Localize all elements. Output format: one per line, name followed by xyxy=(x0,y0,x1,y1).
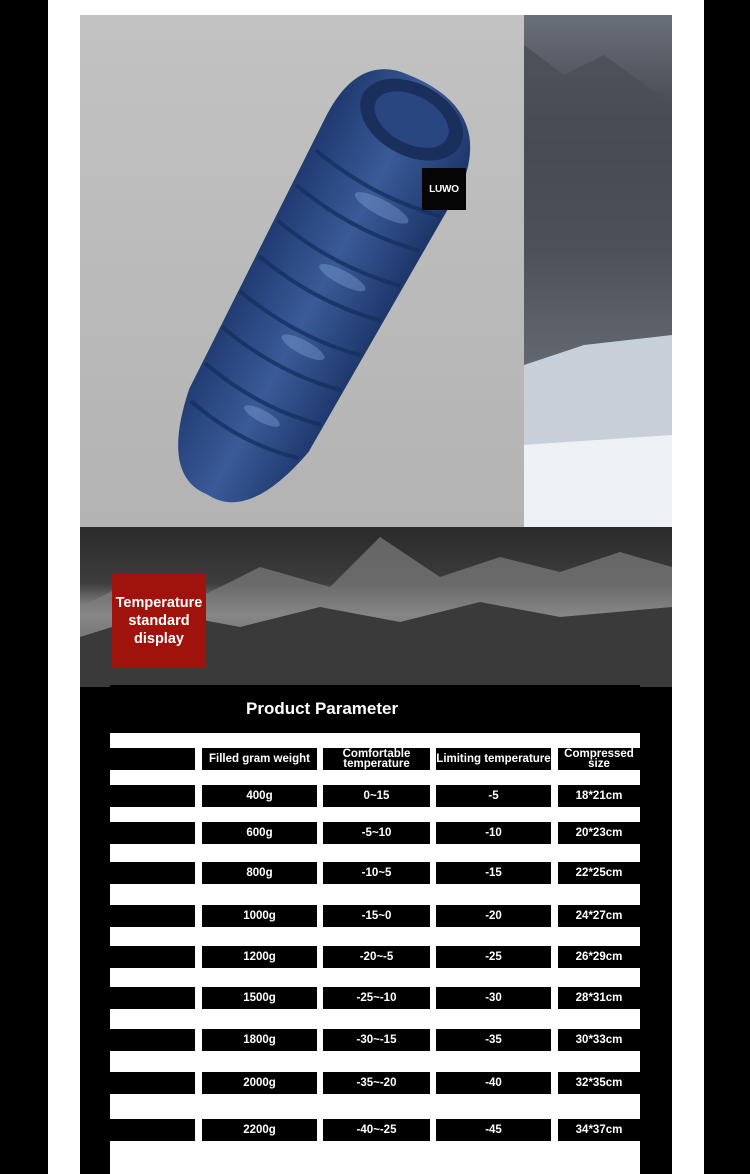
table-cell: 1800g xyxy=(202,1029,317,1051)
table-header-row xyxy=(110,748,640,772)
table-row xyxy=(110,946,640,970)
table-cell xyxy=(110,822,195,844)
table-cell: 400g xyxy=(202,785,317,807)
table-cell: 28*31cm xyxy=(558,987,640,1009)
table-row xyxy=(110,987,640,1011)
table-cell: 2200g xyxy=(202,1119,317,1141)
table-row xyxy=(110,905,640,929)
table-cell xyxy=(110,1119,195,1141)
table-row xyxy=(110,862,640,886)
table-cell: -20 xyxy=(436,905,551,927)
table-cell: -35~-20 xyxy=(323,1072,430,1094)
table-cell: -10~5 xyxy=(323,862,430,884)
table-cell: -25 xyxy=(436,946,551,968)
table-header-cell: Filled gram weight xyxy=(202,748,317,770)
table-cell xyxy=(110,987,195,1009)
table-cell: 24*27cm xyxy=(558,905,640,927)
sleeping-bag-illustration xyxy=(80,15,524,527)
table-cell: 1500g xyxy=(202,987,317,1009)
product-parameter-title: Product Parameter xyxy=(110,685,640,733)
table-cell: -30~-15 xyxy=(323,1029,430,1051)
parameter-section xyxy=(80,527,672,1174)
table-cell: 2000g xyxy=(202,1072,317,1094)
table-header-cell: Limiting temperature xyxy=(436,748,551,770)
table-cell xyxy=(110,1072,195,1094)
table-cell xyxy=(110,785,195,807)
table-cell: -15~0 xyxy=(323,905,430,927)
table-row xyxy=(110,1029,640,1053)
table-cell: 1000g xyxy=(202,905,317,927)
table-cell: -45 xyxy=(436,1119,551,1141)
table-header-cell: Comfortable temperature xyxy=(323,748,430,770)
parameter-table xyxy=(110,733,640,1174)
table-cell: -5 xyxy=(436,785,551,807)
table-cell: 26*29cm xyxy=(558,946,640,968)
product-hero-image xyxy=(80,15,672,527)
temperature-standard-label: Temperature standard display xyxy=(112,574,206,668)
table-cell: -20~-5 xyxy=(323,946,430,968)
table-cell: -40~-25 xyxy=(323,1119,430,1141)
table-cell: 600g xyxy=(202,822,317,844)
table-cell: 34*37cm xyxy=(558,1119,640,1141)
table-cell: 20*23cm xyxy=(558,822,640,844)
table-row xyxy=(110,1072,640,1096)
table-cell: 30*33cm xyxy=(558,1029,640,1051)
table-cell: 32*35cm xyxy=(558,1072,640,1094)
mountain-photo xyxy=(524,15,672,527)
table-cell: 0~15 xyxy=(323,785,430,807)
table-header-cell xyxy=(110,748,195,770)
table-cell xyxy=(110,1029,195,1051)
table-cell: 22*25cm xyxy=(558,862,640,884)
table-cell xyxy=(110,862,195,884)
table-cell: -30 xyxy=(436,987,551,1009)
table-header-cell: Compressed size xyxy=(558,748,640,770)
table-cell: 1200g xyxy=(202,946,317,968)
table-cell: -5~10 xyxy=(323,822,430,844)
table-cell: -10 xyxy=(436,822,551,844)
brand-badge: LUWO xyxy=(422,168,466,210)
table-cell: -40 xyxy=(436,1072,551,1094)
table-cell: -15 xyxy=(436,862,551,884)
table-cell xyxy=(110,946,195,968)
table-row xyxy=(110,1119,640,1143)
table-cell: 800g xyxy=(202,862,317,884)
table-cell: -35 xyxy=(436,1029,551,1051)
table-cell xyxy=(110,905,195,927)
table-cell: -25~-10 xyxy=(323,987,430,1009)
table-cell: 18*21cm xyxy=(558,785,640,807)
table-row xyxy=(110,822,640,846)
product-background xyxy=(80,15,524,527)
table-row xyxy=(110,785,640,809)
